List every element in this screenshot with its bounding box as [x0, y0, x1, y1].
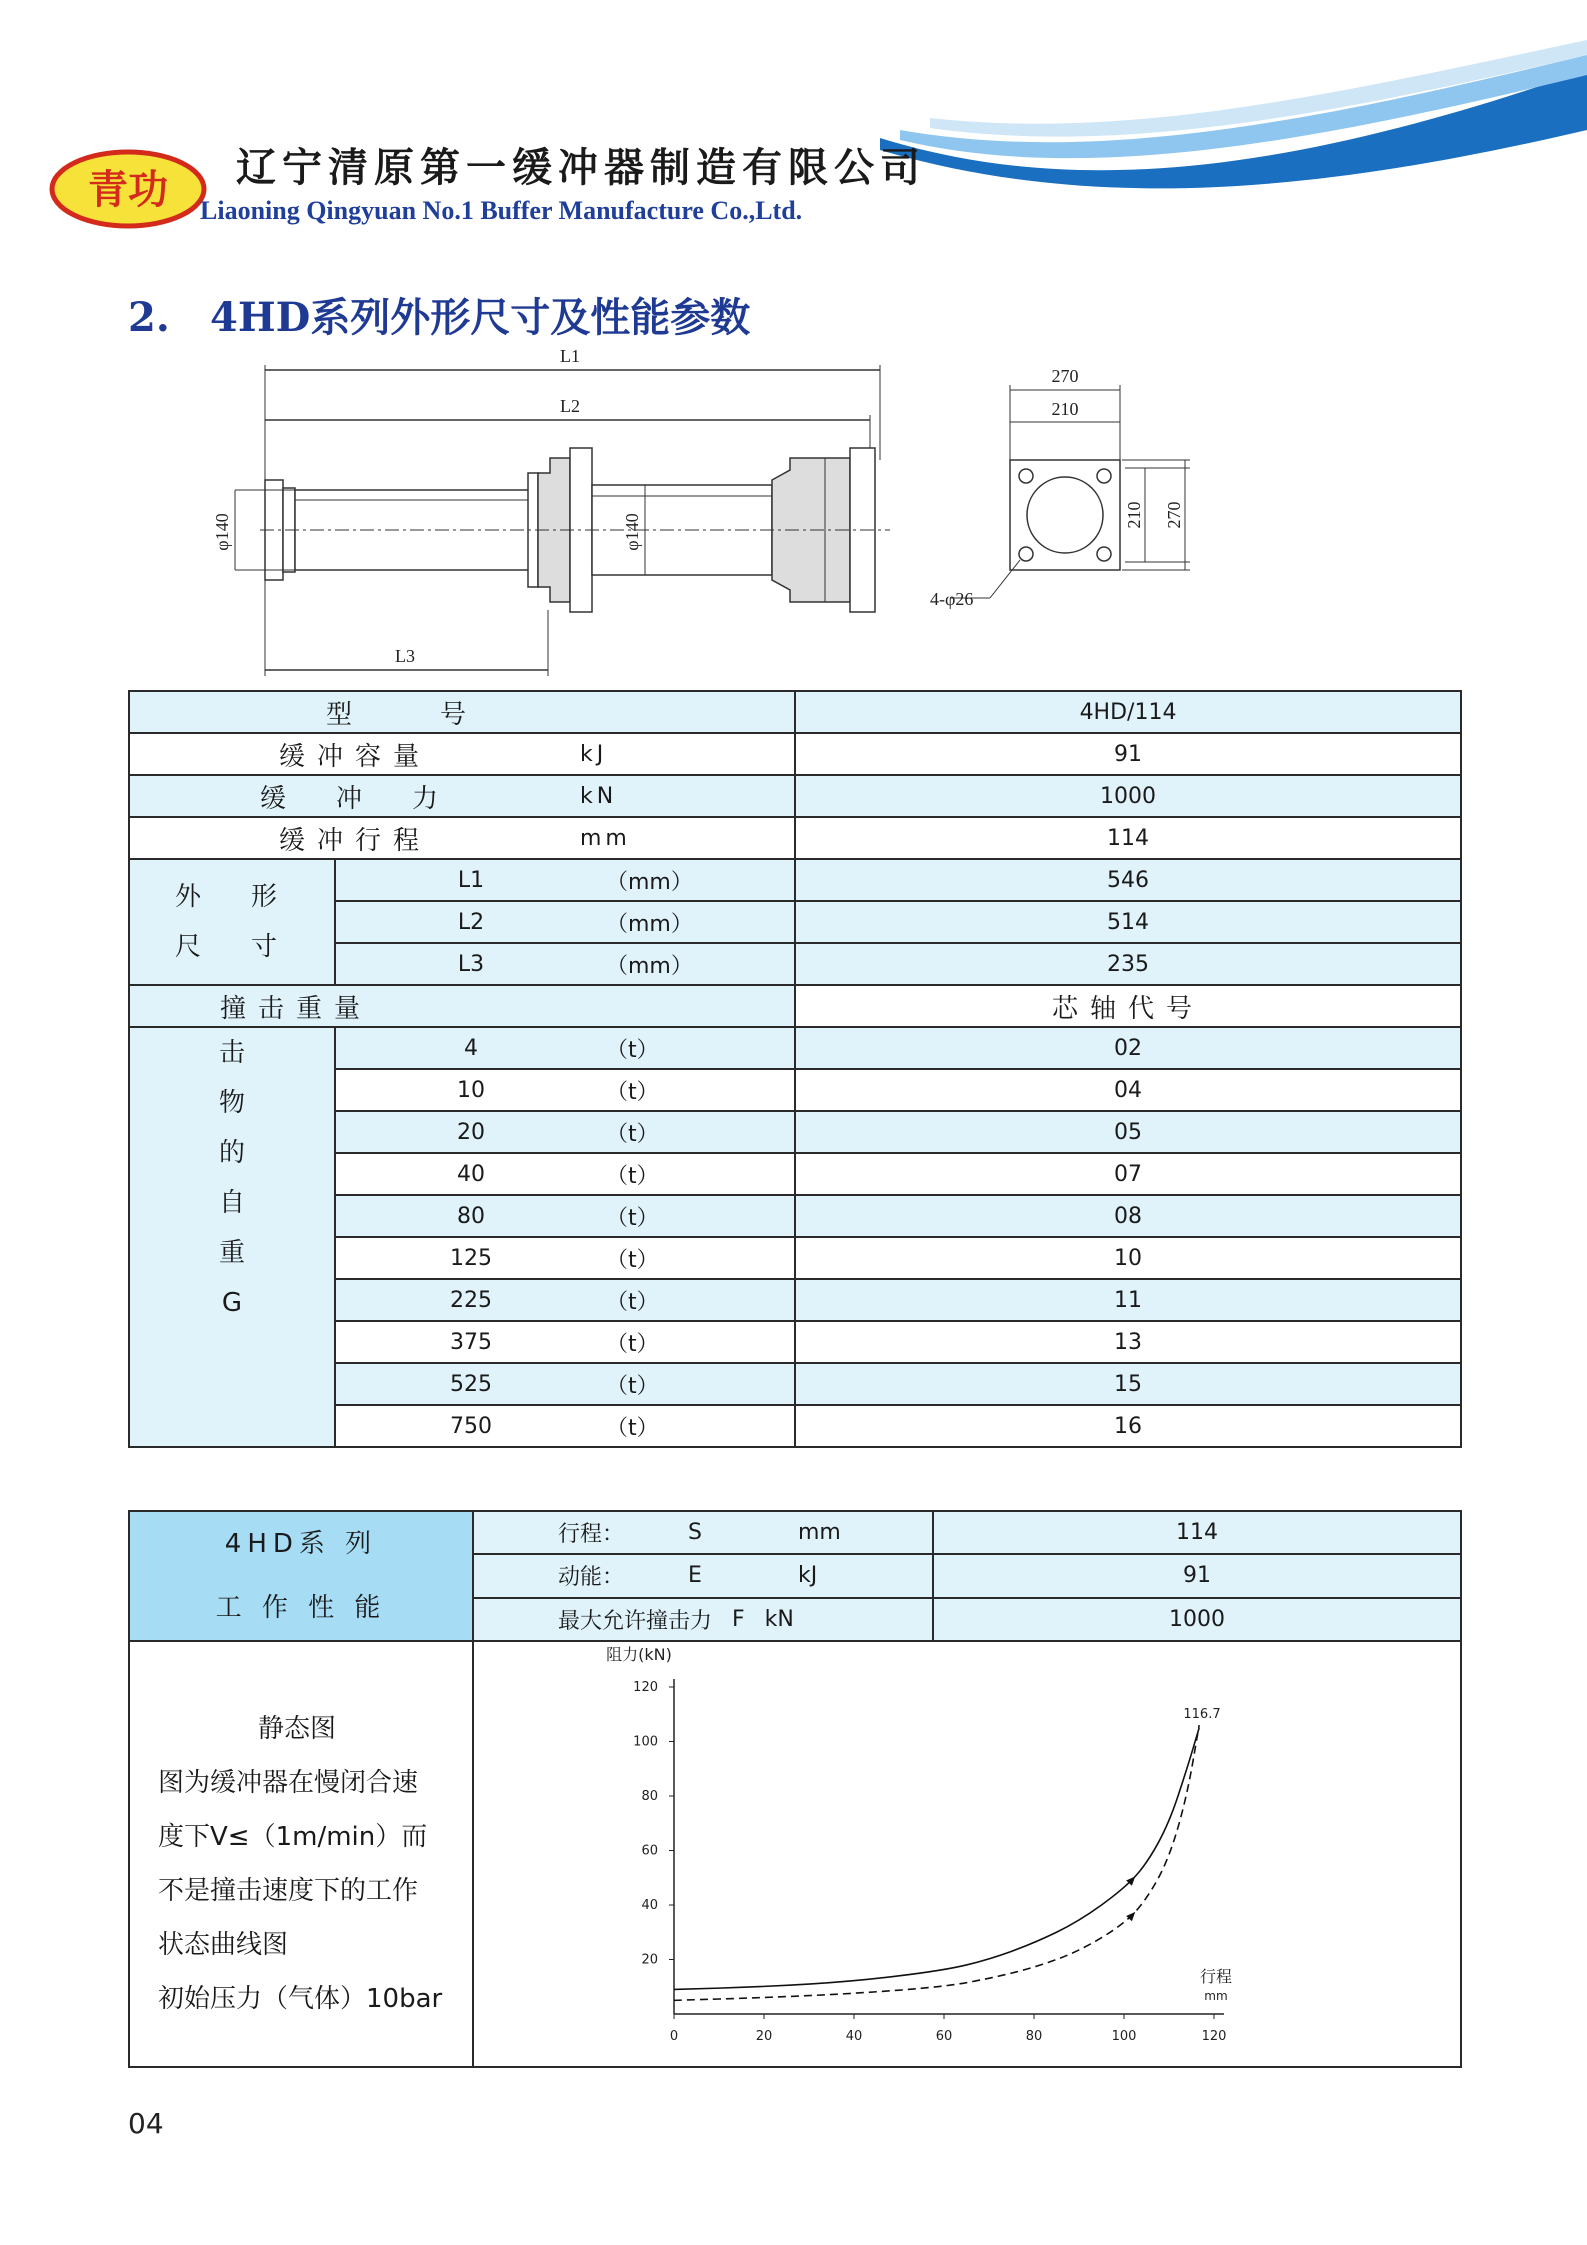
weight-value: 10 — [457, 1077, 485, 1103]
x-tick-label: 100 — [1111, 2029, 1137, 2044]
section-title-text: 4HD系列外形尺寸及性能参数 — [210, 294, 751, 341]
static-note — [158, 1702, 472, 2026]
weight-unit: （t） — [606, 1205, 659, 1231]
perf-name: 最大允许撞击力 — [558, 1608, 713, 1634]
section-number: 2. — [128, 294, 170, 341]
x-tick-label: 20 — [755, 2029, 773, 2044]
weight-value: 375 — [450, 1329, 492, 1355]
capacity-label: 缓冲容量 — [278, 741, 431, 772]
weight-unit: （t） — [606, 1037, 659, 1063]
label-outer-width: 270 — [1051, 366, 1079, 386]
page-number: 04 — [128, 2107, 164, 2140]
core-code: 13 — [795, 1321, 1461, 1363]
series-compression — [674, 1728, 1199, 1990]
dim-value: 514 — [795, 901, 1461, 943]
perf-name: 行程： — [558, 1522, 625, 1548]
row-impact-header — [129, 985, 1461, 1027]
shape-label-1: 外 形 — [174, 882, 289, 912]
weight-unit: （t） — [606, 1373, 659, 1399]
row-dim-l1 — [129, 859, 1461, 901]
performance-table — [128, 1510, 1462, 2068]
x-tick-label: 0 — [669, 2029, 679, 2044]
company-logo — [48, 148, 208, 230]
row-stroke — [129, 817, 1461, 859]
stroke-unit: mm — [580, 825, 631, 851]
dim-unit: （mm） — [606, 911, 693, 937]
perf-sym: E — [688, 1563, 702, 1589]
label-outer-height: 270 — [1164, 501, 1184, 529]
logo-text: 青功 — [88, 166, 168, 213]
core-code: 07 — [795, 1153, 1461, 1195]
stroke-label: 缓冲行程 — [278, 825, 431, 856]
core-code: 02 — [795, 1027, 1461, 1069]
y-tick-label: 60 — [641, 1843, 658, 1859]
perf-name: 动能： — [558, 1565, 625, 1591]
core-code: 16 — [795, 1405, 1461, 1447]
peak-label: 116.7 — [1183, 1706, 1221, 1722]
model-label: 型 号 — [326, 699, 479, 730]
company-name-en: Liaoning Qingyuan No.1 Buffer Manufacture Co.,Ltd. — [200, 196, 803, 225]
model-value: 4HD/114 — [795, 691, 1461, 733]
stroke-value: 114 — [795, 817, 1461, 859]
note-line: 图为缓冲器在慢闭合速 — [158, 1768, 419, 1798]
weight-unit: （t） — [606, 1415, 659, 1441]
dim-value: 235 — [795, 943, 1461, 985]
weight-unit: （t） — [606, 1163, 659, 1189]
note-line: 初始压力（气体）10bar — [158, 1984, 443, 2014]
perf-chart-row — [129, 1641, 1461, 2067]
weight-value: 4 — [464, 1035, 478, 1061]
weight-row — [129, 1027, 1461, 1069]
label-l3: L3 — [395, 646, 415, 666]
weight-value: 750 — [450, 1413, 492, 1439]
dim-value: 546 — [795, 859, 1461, 901]
label-l1: L1 — [560, 346, 580, 366]
perf-value: 114 — [933, 1511, 1461, 1554]
perf-unit: mm — [798, 1520, 841, 1546]
core-code: 05 — [795, 1111, 1461, 1153]
weight-unit: （t） — [606, 1289, 659, 1315]
x-tick-label: 120 — [1201, 2029, 1227, 2044]
core-code: 10 — [795, 1237, 1461, 1279]
weight-unit: （t） — [606, 1331, 659, 1357]
impact-label: 撞击重量 — [220, 993, 373, 1024]
company-name-cn: 辽宁清原第一缓冲器制造有限公司 — [236, 144, 926, 191]
weight-value: 40 — [457, 1161, 485, 1187]
weight-unit: （t） — [606, 1079, 659, 1105]
perf-unit: kJ — [798, 1563, 818, 1589]
label-dia-left: φ140 — [212, 513, 232, 551]
row-capacity — [129, 733, 1461, 775]
note-line: 不是撞击速度下的工作 — [158, 1876, 419, 1906]
weight-value: 525 — [450, 1371, 492, 1397]
vertical-label-char: 自 — [218, 1188, 245, 1218]
spec-table — [128, 690, 1462, 1448]
core-code: 15 — [795, 1363, 1461, 1405]
x-axis-label: 行程 — [1199, 1967, 1233, 1986]
series-return — [674, 1725, 1199, 2000]
buffer-end-drawing — [910, 360, 1220, 620]
dim-unit: （mm） — [606, 953, 693, 979]
x-axis-unit: mm — [1204, 1989, 1228, 2003]
vertical-label-char: 击 — [218, 1038, 245, 1068]
label-l2: L2 — [560, 396, 580, 416]
x-tick-label: 40 — [845, 2029, 863, 2044]
dim-name: L2 — [457, 909, 485, 935]
capacity-unit: kJ — [580, 741, 608, 767]
note-line: 状态曲线图 — [158, 1930, 289, 1960]
y-tick-label: 100 — [633, 1734, 658, 1750]
y-tick-label: 20 — [641, 1952, 658, 1968]
force-unit: kN — [580, 783, 618, 809]
note-line: 度下V≤（1m/min）而 — [158, 1822, 428, 1852]
y-tick-label: 120 — [633, 1680, 658, 1695]
row-force — [129, 775, 1461, 817]
buffer-side-drawing — [190, 340, 910, 680]
vertical-label-char: 物 — [218, 1088, 245, 1118]
weight-value: 80 — [457, 1203, 485, 1229]
label-inner-width: 210 — [1051, 399, 1079, 419]
perf-sym: F — [732, 1606, 745, 1632]
dim-unit: （mm） — [606, 869, 693, 895]
row-model — [129, 691, 1461, 733]
perf-label: 工 作 性 能 — [215, 1593, 387, 1623]
weight-unit: （t） — [606, 1121, 659, 1147]
resistance-stroke-chart — [474, 1642, 1462, 2066]
core-code: 04 — [795, 1069, 1461, 1111]
dim-name: L3 — [457, 951, 485, 977]
section-title — [128, 286, 750, 343]
vertical-label-char: 的 — [218, 1138, 245, 1168]
perf-row — [129, 1511, 1461, 1554]
weight-value: 225 — [450, 1287, 492, 1313]
note-line: 静态图 — [258, 1714, 337, 1744]
label-holes: 4-φ26 — [930, 589, 974, 609]
y-tick-label: 40 — [641, 1898, 658, 1913]
series-arrow — [1126, 1912, 1135, 1921]
perf-value: 91 — [933, 1554, 1461, 1597]
y-tick-label: 80 — [641, 1789, 658, 1804]
dim-name: L1 — [457, 867, 485, 893]
perf-value: 1000 — [933, 1598, 1461, 1641]
perf-unit: kN — [764, 1606, 794, 1632]
weight-unit: （t） — [606, 1247, 659, 1273]
weight-value: 20 — [457, 1119, 485, 1145]
label-dia-center: φ140 — [622, 513, 642, 551]
vertical-label-char: 重 — [218, 1238, 245, 1268]
core-label: 芯轴代号 — [795, 985, 1461, 1027]
perf-sym: S — [688, 1520, 702, 1546]
capacity-value: 91 — [795, 733, 1461, 775]
series-label: 4HD系 列 — [224, 1529, 378, 1559]
core-code: 11 — [795, 1279, 1461, 1321]
vertical-label-char: G — [221, 1288, 243, 1318]
label-inner-height: 210 — [1124, 501, 1144, 529]
weight-value: 125 — [450, 1245, 492, 1271]
core-code: 08 — [795, 1195, 1461, 1237]
x-tick-label: 80 — [1025, 2029, 1043, 2044]
force-value: 1000 — [795, 775, 1461, 817]
x-tick-label: 60 — [935, 2029, 953, 2044]
y-axis-label: 阻力(kN) — [606, 1645, 672, 1664]
force-label: 缓 冲 力 — [259, 783, 450, 814]
shape-label-2: 尺 寸 — [174, 932, 289, 962]
